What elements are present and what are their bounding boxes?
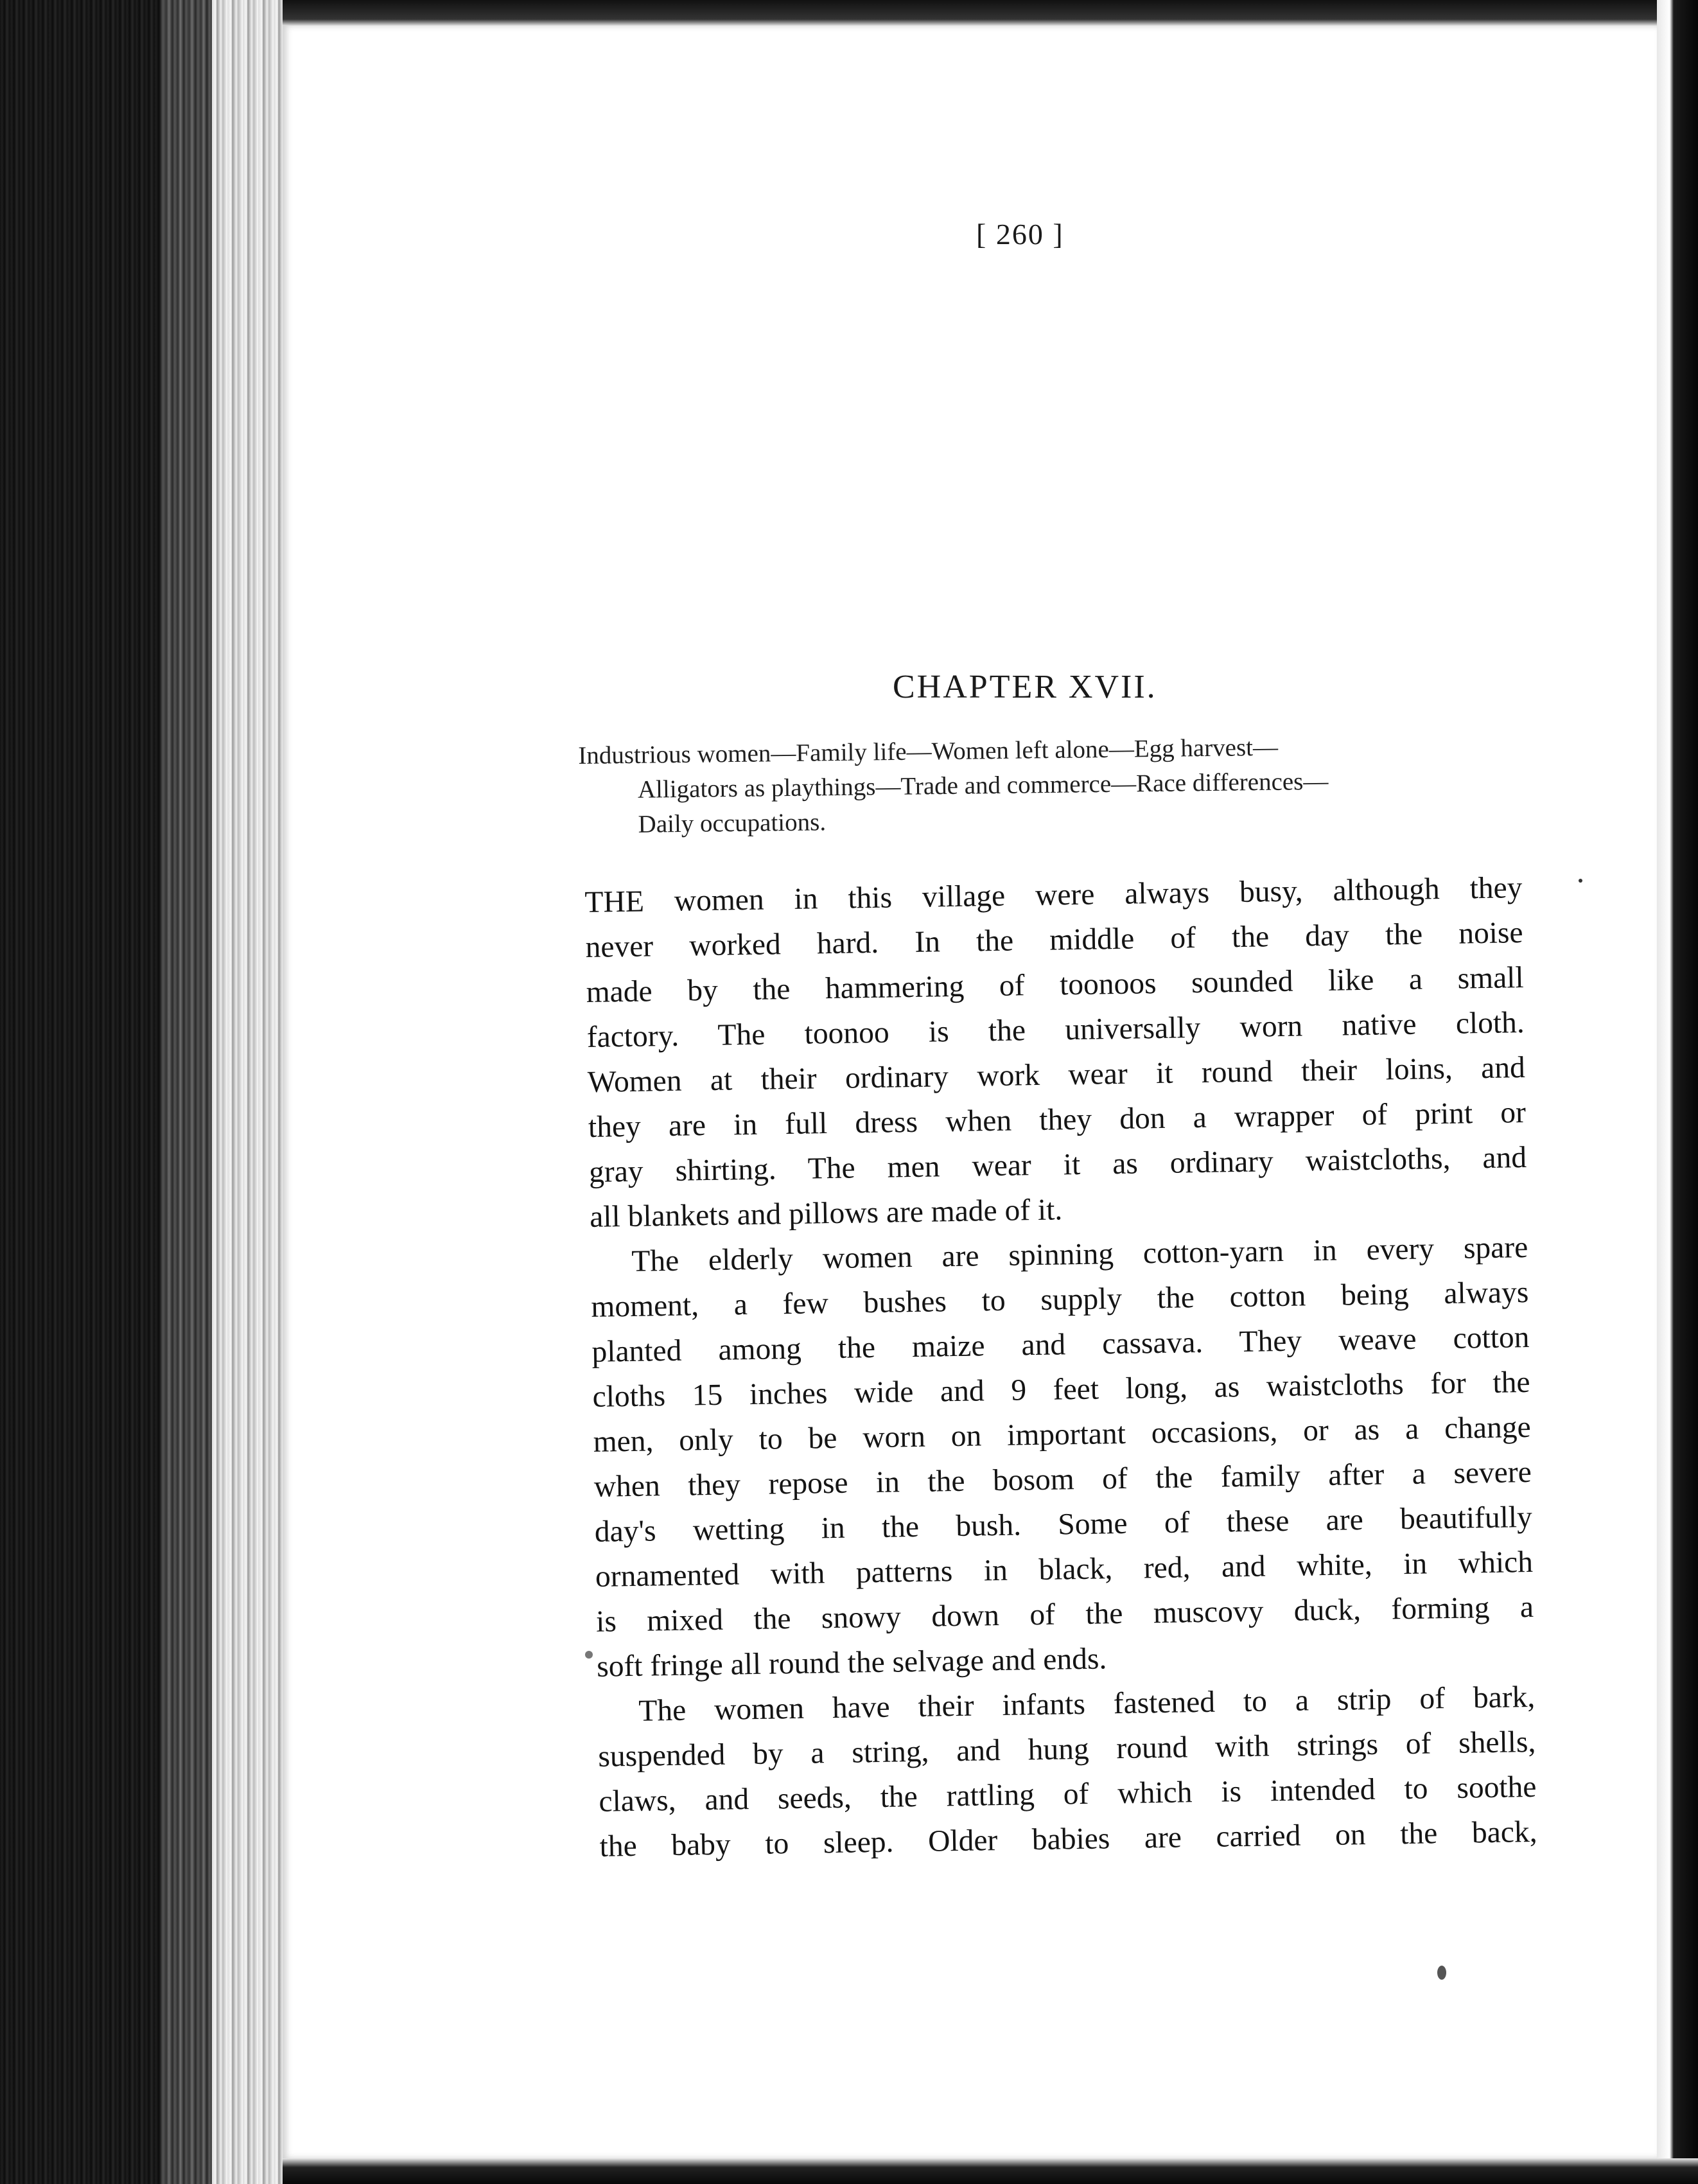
text-line: THE women in this village were always busy, although they [584,871,1523,919]
summary-line: Daily occupations. [638,808,827,838]
chapter-title: CHAPTER XVII. [893,669,1157,705]
paper-speck [1437,1966,1446,1980]
paper-speck [585,1651,593,1659]
chapter-summary [578,727,1530,843]
text-line: never worked hard. In the middle of the day the noise [585,916,1523,964]
paragraph-3 [597,1675,1537,1869]
text-line: all blankets and pillows are made of it. [589,1193,1063,1234]
summary-line: Alligators as playthings—Trade and commerce—Race differences— [637,767,1329,804]
text-line: the baby to sleep. Older babies are carried on the back, [599,1815,1537,1863]
text-line: planted among the maize and cassava. They weave cotton [591,1320,1530,1369]
bottom-border [283,2158,1698,2184]
chapter-summary-text [578,727,1530,843]
page-number: [ 260 ] [976,218,1064,251]
paragraph-1 [584,865,1528,1240]
paragraph-2 [590,1225,1535,1689]
text-line: Women at their ordinary work wear it round their loins, and [587,1051,1526,1099]
text-line: claws, and seeds, the rattling of which is intended to soothe [599,1770,1537,1819]
text-line: moment, a few bushes to supply the cotton being always [591,1275,1529,1324]
text-line: they are in full dress when they don a wrapper of print or [588,1096,1527,1144]
text-line: cloths 15 inches wide and 9 feet long, as waistcloths for the [592,1365,1530,1414]
text-line: The women have their infants fastened to a strip of bark, [638,1680,1536,1728]
text-line: when they repose in the bosom of the family after a severe [593,1455,1532,1504]
top-border [283,0,1698,26]
text-line: made by the hammering of toonoos sounded like a small [586,961,1524,1009]
text-line: The elderly women are spinning cotton-yarn in every spare [631,1230,1528,1278]
text-line: ornamented with patterns in black, red, and white, in which [595,1545,1534,1594]
text-line: day's wetting in the bush. Some of these are beautifully [594,1500,1533,1549]
summary-line: Industrious women—Family life—Women left alone—Egg harvest— [578,733,1279,770]
body-text [584,865,1537,1869]
right-page-edge [1657,0,1698,2184]
text-line: suspended by a string, and hung round with strings of shells, [598,1725,1536,1774]
paper-speck [1579,879,1582,883]
text-line: soft fringe all round the selvage and ends. [596,1642,1107,1684]
text-line: is mixed the snowy down of the muscovy duck, forming a [595,1590,1534,1639]
text-line: men, only to be worn on important occasions, or as a change [593,1410,1531,1459]
text-line: factory. The toonoo is the universally worn native cloth. [586,1006,1525,1054]
text-line: gray shirting. The men wear it as ordinary waistcloths, and [588,1141,1527,1189]
